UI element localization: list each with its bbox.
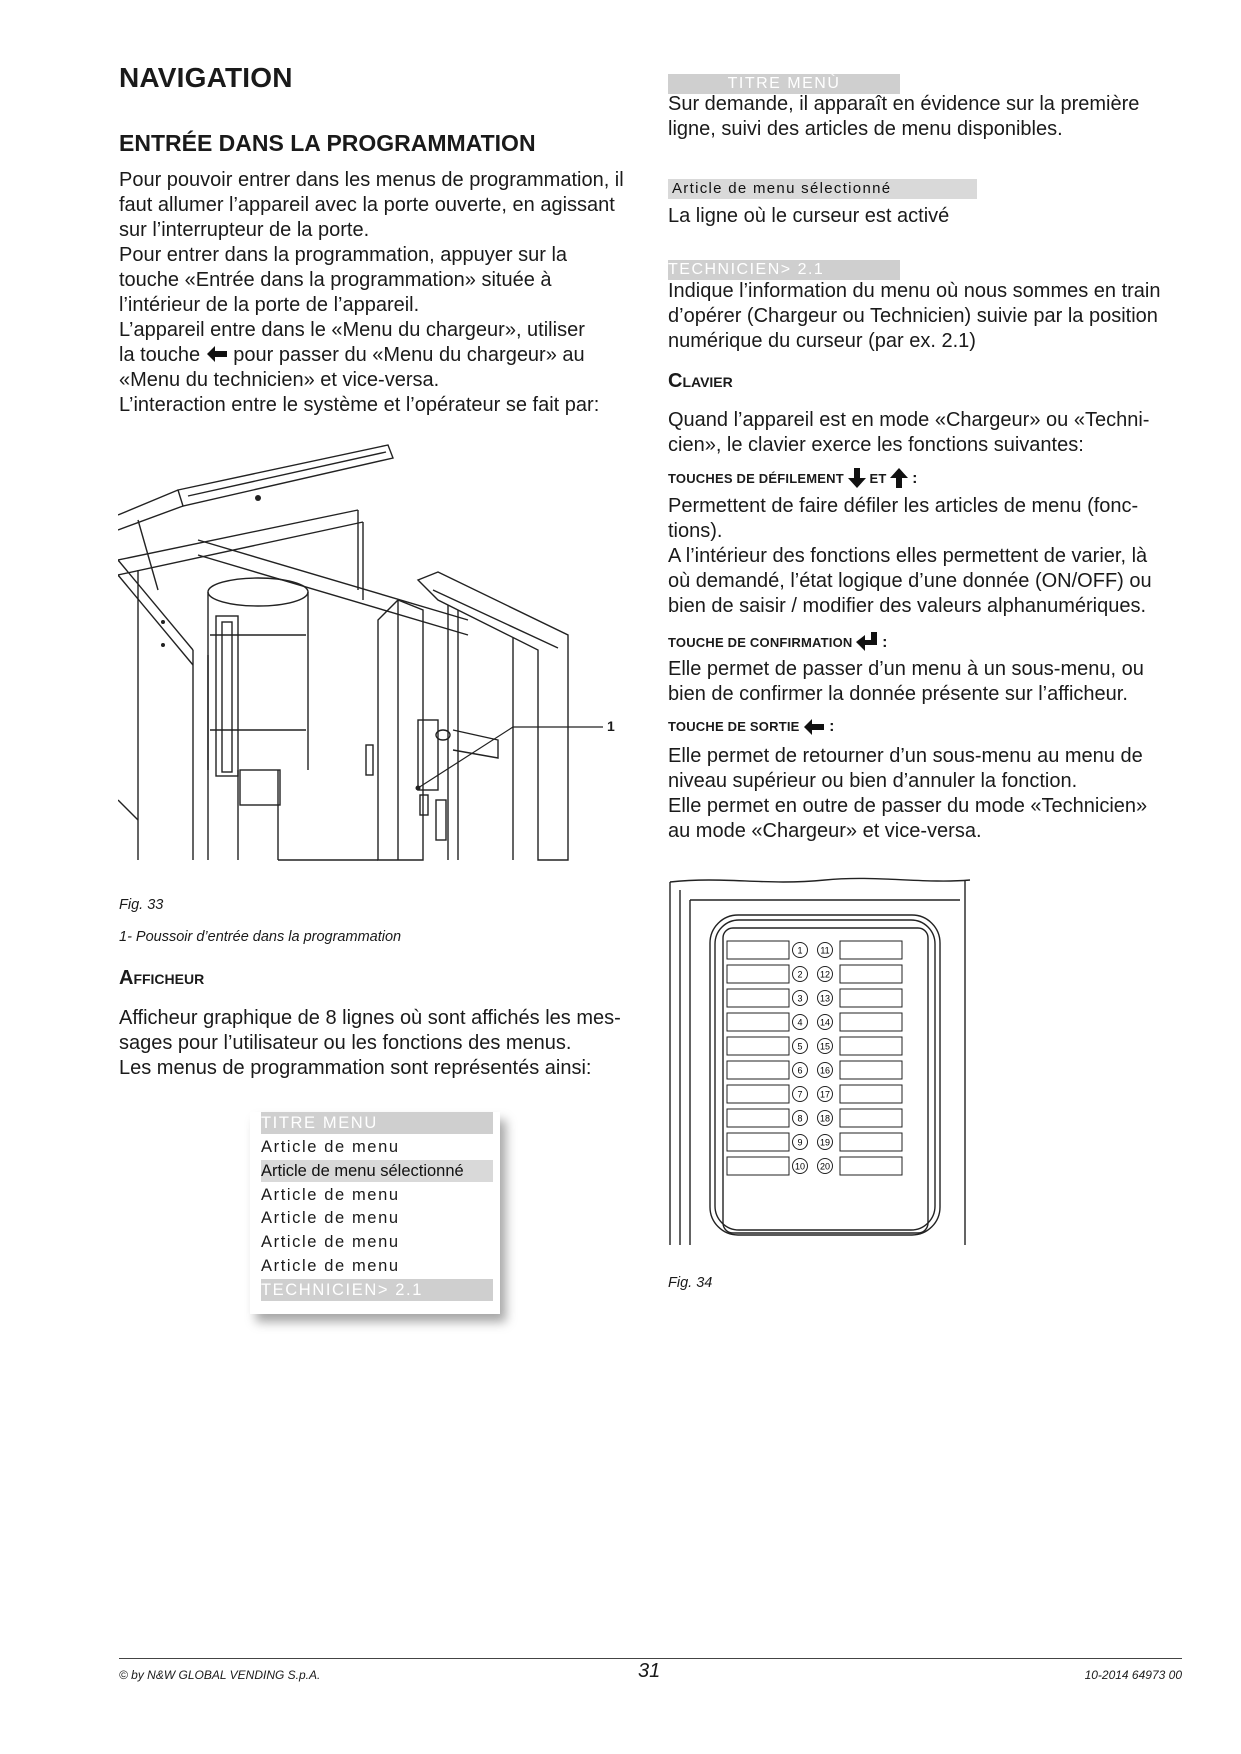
titre-menu-desc: Sur demande, il apparaît en évidence sur la première ligne, suivi des articles de menu disponibles. [668,93,1140,140]
keypad-label-left [727,941,789,959]
keypad-label-left [727,1157,789,1175]
page-heading: NAVIGATION [119,62,293,93]
menu-item-line: Article de menu [261,1186,400,1204]
keypad-label-left [727,1037,789,1055]
keypad-illustration [665,870,975,1255]
machine-door-illustration [118,440,638,870]
keypad-button-number: 1 [797,945,803,956]
keypad-label-right [840,941,902,959]
exit-key-heading: TOUCHE DE SORTIE : [668,718,835,735]
keypad-label-right [840,965,902,983]
footer-copyright: © by N&W GLOBAL VENDING S.p.A. [119,1668,321,1682]
menu-status-line: TECHNICIEN> 2.1 [261,1279,493,1301]
intro-paragraph [119,168,649,418]
confirm-key-heading: TOUCHE DE CONFIRMATION : [668,634,888,651]
intro-line: faut allumer l’appareil avec la porte ouverte, en agissant [119,194,615,216]
footer-doc-ref: 10-2014 64973 00 [1084,1668,1182,1682]
page-number: 31 [638,1660,661,1682]
afficheur-paragraph: Afficheur graphique de 8 lignes où sont affichés les mes- sages pour l’utilisateur ou les fonctions des menus. Les menus de programmation sont représentés ainsi: [119,1007,621,1079]
menu-item-line: Article de menu [261,1233,400,1251]
keypad-button-number: 15 [819,1041,831,1052]
keypad-button-number: 3 [797,993,803,1004]
keypad-button-number: 8 [797,1113,803,1124]
intro-line: l’intérieur de la porte de l’appareil. [119,294,420,316]
keypad-button-number: 4 [797,1017,803,1028]
keypad-button-number: 17 [819,1089,831,1100]
keypad-label-left [727,989,789,1007]
tag-article-selectionne: Article de menu sélectionné [668,179,977,199]
fig33-legend: 1- Poussoir d’entrée dans la programmation [119,929,402,945]
keypad-button-number: 7 [797,1089,803,1100]
keypad-label-right [840,1013,902,1031]
keypad-button-number: 11 [820,945,830,956]
clavier-title: Clavier [668,370,733,392]
menu-title-line: TITRE MENU [261,1112,493,1134]
article-selectionne-desc: La ligne où le curseur est activé [668,205,950,227]
keypad-button-number: 19 [819,1137,831,1148]
keypad-button-number: 20 [819,1161,831,1172]
keypad-label-left [727,1109,789,1127]
footer-rule [119,1658,1182,1659]
fig33-callout-number: 1 [607,718,615,734]
keypad-label-left [727,965,789,983]
clavier-intro: Quand l’appareil est en mode «Chargeur» ou «Techni- cien», le clavier exerce les fonctions suivantes: [668,409,1150,456]
menu-item-line: Article de menu [261,1138,400,1156]
exit-key-desc: Elle permet de retourner d’un sous-menu au menu de niveau supérieur ou bien d’annuler la fonction. Elle permet en outre de passer du mode «Technicien» au mode «Chargeur» et vice-versa. [668,745,1148,842]
intro-line: sur l’interrupteur de la porte. [119,219,370,241]
tag-technicien: TECHNICIEN> 2.1 [668,260,900,280]
keypad-label-right [840,1037,902,1055]
scroll-keys-heading: TOUCHES DE DÉFILEMENT ET : [668,470,918,487]
keypad-button-number: 12 [819,969,831,980]
keypad-button-number: 9 [797,1137,803,1148]
intro-line: L’interaction entre le système et l’opérateur se fait par: [119,394,600,416]
keypad-label-right [840,1157,902,1175]
keypad-label-left [727,1133,789,1151]
intro-line: «Menu du technicien» et vice-versa. [119,369,440,391]
keypad-label-right [840,1133,902,1151]
technicien-desc: Indique l’information du menu où nous sommes en train d’opérer (Chargeur ou Technicien) suivie par la position numérique du curseur (par ex. 2.1) [668,280,1161,352]
intro-line: Pour pouvoir entrer dans les menus de programmation, il [119,169,624,191]
exit-arrow-icon [206,345,228,363]
keypad-label-right [840,1085,902,1103]
arrow-down-icon [848,468,866,488]
keypad-label-right [840,1061,902,1079]
keypad-button-number: 18 [819,1113,831,1124]
fig33-caption: Fig. 33 [119,897,164,913]
keypad-button-number: 10 [794,1161,806,1172]
arrow-up-icon [890,468,908,488]
keypad-button-number: 2 [797,969,803,980]
intro-line: L’appareil entre dans le «Menu du chargeur», utiliser [119,319,585,341]
tag-titre-menu: TITRE MENÙ [668,74,900,94]
keypad-label-right [840,989,902,1007]
intro-line: touche «Entrée dans la programmation» située à [119,269,552,291]
keypad-label-right [840,1109,902,1127]
keypad-button-number: 6 [797,1065,803,1076]
fig34-caption: Fig. 34 [668,1275,713,1291]
menu-selected-line: Article de menu sélectionné [261,1160,493,1182]
menu-display-example [250,1112,500,1314]
keypad-button-number: 13 [819,993,831,1004]
menu-item-line: Article de menu [261,1209,400,1227]
section-title-programmation: ENTRÉE DANS LA PROGRAMMATION [119,130,536,156]
confirm-key-desc: Elle permet de passer d’un menu à un sous-menu, ou bien de confirmer la donnée présente sur l’afficheur. [668,658,1144,705]
keypad-label-left [727,1013,789,1031]
exit-arrow-icon [803,718,825,736]
keypad-label-left [727,1085,789,1103]
intro-line: Pour entrer dans la programmation, appuyer sur la [119,244,568,266]
intro-line-with-key: la touche pour passer du «Menu du chargeur» au [119,344,585,366]
keypad-label-left [727,1061,789,1079]
menu-item-line: Article de menu [261,1257,400,1275]
keypad-button-number: 5 [797,1041,803,1052]
scroll-keys-desc: Permettent de faire défiler les articles de menu (fonc- tions). A l’intérieur des fonctions elles permettent de varier, là où demandé, l’état logique d’une donnée (ON/OFF) ou bien de saisir / modifier des valeurs alphanumériques. [668,495,1152,617]
afficheur-title: Afficheur [119,967,205,989]
keypad-button-number: 16 [819,1065,831,1076]
keypad-button-number: 14 [819,1017,831,1028]
enter-arrow-icon [856,632,878,652]
